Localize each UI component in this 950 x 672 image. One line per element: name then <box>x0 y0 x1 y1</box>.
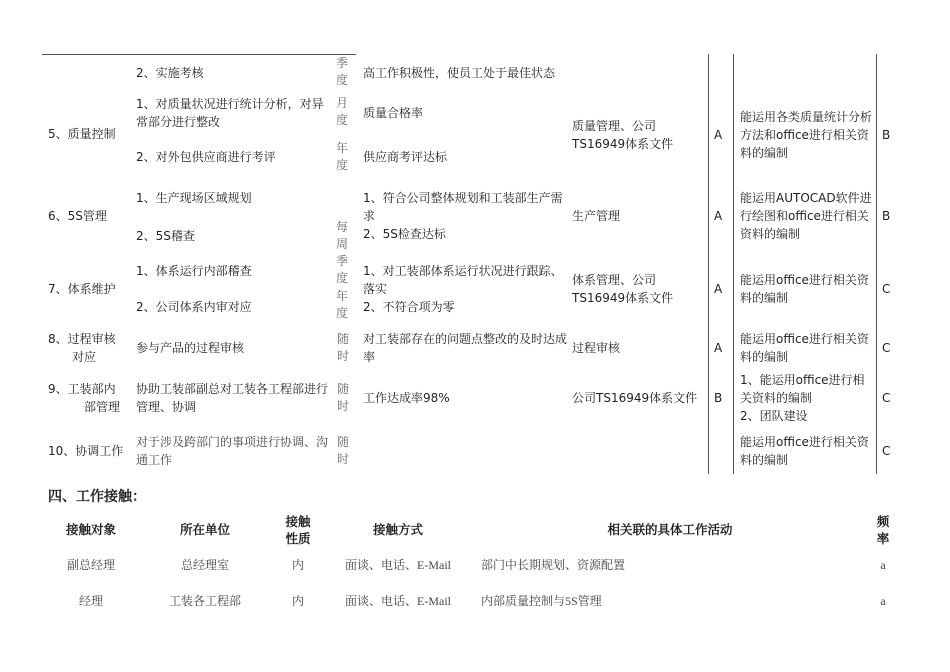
skill-cell: 能运用office进行相关资料的编制 <box>740 435 869 467</box>
standard-cell: 1、符合公司整体规划和工装部生产需求 2、5S检查达标 <box>363 191 563 241</box>
contact-activity: 内部质量控制与5S管理 <box>481 594 602 608</box>
level-cell: A <box>714 209 723 223</box>
freq-cell: 随 时 <box>337 382 350 413</box>
grade-cell: C <box>882 391 891 405</box>
grade-cell: B <box>882 128 891 142</box>
contact-unit: 工装各工程部 <box>168 594 241 608</box>
contact-target: 副总经理 <box>66 558 115 572</box>
standard-cell: 工作达成率98% <box>363 391 450 405</box>
header-method: 接触方式 <box>372 522 423 537</box>
freq-cell: 随 时 <box>337 435 350 466</box>
section-title: 四、工作接触： <box>48 489 146 505</box>
standard-cell: 1、对工装部体系运行状况进行跟踪、落实 2、不符合项为零 <box>363 264 563 314</box>
task-cell: 1、体系运行内部稽查 <box>136 264 252 278</box>
contact-unit: 总经理室 <box>180 558 229 572</box>
header-frequency: 频 率 <box>876 514 890 546</box>
grade-cell: C <box>882 341 891 355</box>
item-cell: 5、质量控制 <box>48 127 116 141</box>
level-cell: B <box>714 391 723 405</box>
header-activity: 相关联的具体工作活动 <box>607 522 733 537</box>
contact-activity: 部门中长期规划、资源配置 <box>481 558 626 572</box>
freq-cell: 每 周 <box>336 220 349 251</box>
contact-method: 面谈、电话、E-Mail <box>345 558 451 572</box>
level-cell: A <box>714 282 723 296</box>
column-divider <box>733 54 734 474</box>
column-divider <box>876 54 877 474</box>
task-cell: 2、对外包供应商进行考评 <box>136 150 276 164</box>
item-cell: 7、体系维护 <box>48 282 116 296</box>
header-target: 接触对象 <box>65 522 116 537</box>
task-cell: 2、5S稽查 <box>136 229 195 243</box>
contact-nature: 内 <box>291 558 304 572</box>
freq-cell: 年 度 <box>336 141 349 172</box>
task-cell: 1、生产现场区域规划 <box>136 191 252 205</box>
freq-cell: 月 度 <box>336 96 349 127</box>
basis-cell: 体系管理、公司TS16949体系文件 <box>572 273 674 305</box>
header-nature: 接触 性质 <box>285 514 311 546</box>
skill-cell: 能运用各类质量统计分析方法和office进行相关资料的编制 <box>740 110 873 160</box>
skill-cell: 能运用AUTOCAD软件进行绘图和office进行相关资料的编制 <box>740 191 872 241</box>
skill-cell: 能运用office进行相关资料的编制 <box>740 332 869 364</box>
table-top-border <box>42 54 356 55</box>
contact-method: 面谈、电话、E-Mail <box>345 594 451 608</box>
basis-cell: 公司TS16949体系文件 <box>572 391 698 405</box>
grade-cell: C <box>882 282 891 296</box>
contact-frequency: a <box>880 558 886 572</box>
column-divider <box>708 54 709 474</box>
skill-cell: 1、能运用office进行相关资料的编制 2、团队建设 <box>740 373 865 423</box>
contact-frequency: a <box>880 594 886 608</box>
standard-cell: 对工装部存在的问题点整改的及时达成率 <box>363 332 568 364</box>
task-cell: 协助工装部副总对工装各工程部进行管理、协调 <box>136 382 329 414</box>
standard-cell: 质量合格率 <box>363 106 424 120</box>
level-cell: A <box>714 341 723 355</box>
item-cell: 8、过程审核 <box>48 332 116 346</box>
task-cell: 参与产品的过程审核 <box>136 341 245 355</box>
freq-cell: 随 时 <box>337 332 350 363</box>
item-cell: 10、协调工作 <box>48 444 124 458</box>
freq-cell: 年 度 <box>336 289 349 320</box>
task-cell: 对于涉及跨部门的事项进行协调、沟通工作 <box>136 435 329 467</box>
grade-cell: C <box>882 444 891 458</box>
standard-cell: 供应商考评达标 <box>363 150 448 164</box>
basis-cell: 过程审核 <box>572 341 621 355</box>
item-cell-line2: 对应 <box>72 350 97 364</box>
task-cell: 1、对质量状况进行统计分析，对异常部分进行整改 <box>136 97 324 129</box>
contact-target: 经理 <box>78 594 103 608</box>
basis-cell: 生产管理 <box>572 209 621 223</box>
freq-cell: 季 度 <box>336 254 349 285</box>
contact-nature: 内 <box>291 594 304 608</box>
skill-cell: 能运用office进行相关资料的编制 <box>740 273 869 305</box>
header-unit: 所在单位 <box>179 522 230 537</box>
grade-cell: B <box>882 209 891 223</box>
level-cell: A <box>714 128 723 142</box>
item-cell: 9、工装部内 <box>48 382 116 396</box>
item-cell: 6、5S管理 <box>48 209 107 223</box>
basis-cell: 质量管理、公司TS16949体系文件 <box>572 119 674 151</box>
freq-cell: 季 度 <box>336 56 349 87</box>
task-cell: 2、公司体系内审对应 <box>136 300 252 314</box>
task-cell: 2、实施考核 <box>136 66 204 80</box>
item-cell-line2: 部管理 <box>84 400 121 414</box>
standard-cell: 高工作积极性，使员工处于最佳状态 <box>363 66 556 80</box>
